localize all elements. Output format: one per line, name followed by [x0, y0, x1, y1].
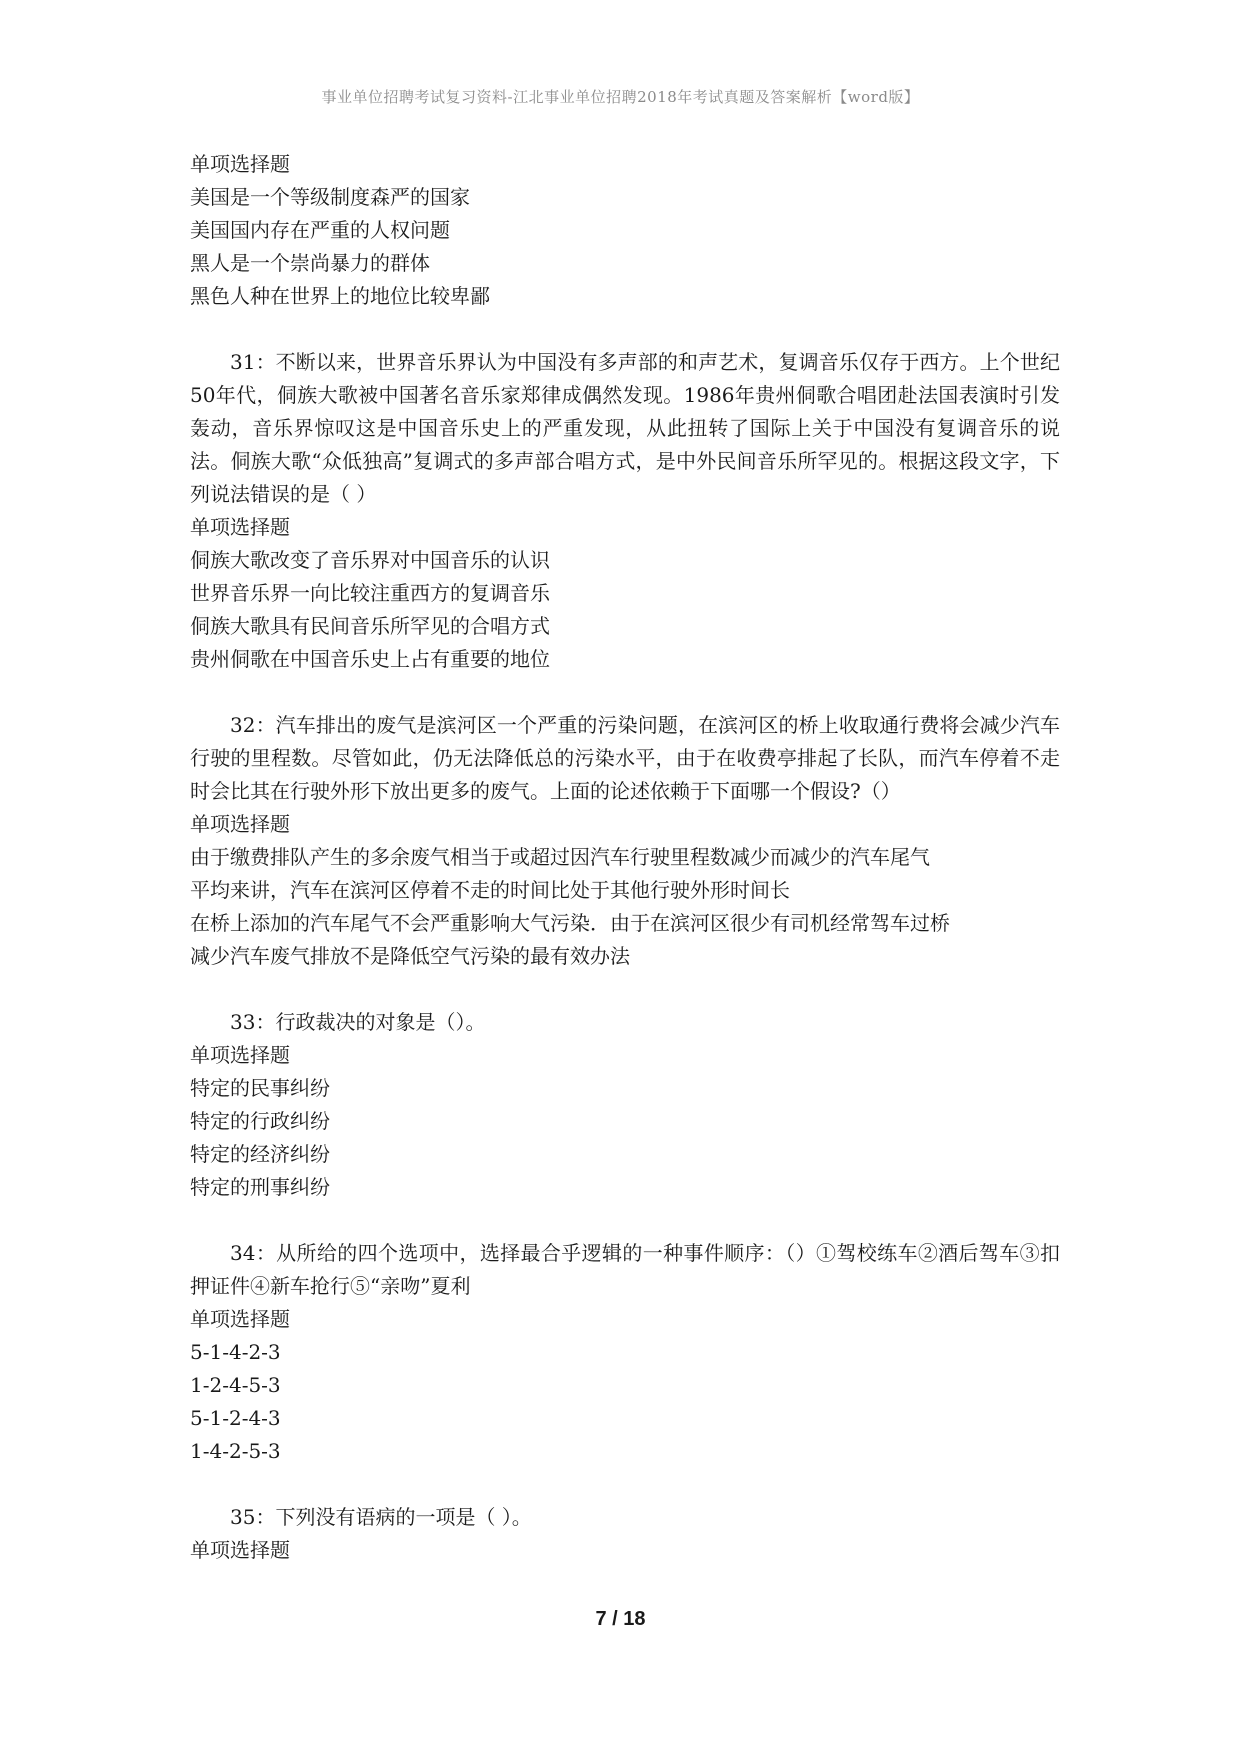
option: 特定的民事纠纷: [190, 1076, 330, 1100]
question-33-text: 33：行政裁决的对象是（）。: [230, 1010, 486, 1034]
question-34-text: 34：从所给的四个选项中，选择最合乎逻辑的一种事件顺序：（）①驾校练车②酒后驾车③扣押证件④新车抢行⑤“亲吻”夏利: [190, 1241, 1060, 1298]
question-32-text: 32：汽车排出的废气是滨河区一个严重的污染问题，在滨河区的桥上收取通行费将会减少汽车行驶的里程数。尽管如此，仍无法降低总的污染水平，由于在收费亭排起了长队，而汽车停着不走时会比其在行驶外形下放出更多的废气。上面的论述依赖于下面哪一个假设?（）: [190, 713, 1060, 803]
option: 美国是一个等级制度森严的国家: [190, 185, 470, 209]
option: 平均来讲，汽车在滨河区停着不走的时间比处于其他行驶外形时间长: [190, 878, 790, 902]
option: 黑色人种在世界上的地位比较卑鄙: [190, 284, 490, 308]
option: 侗族大歌改变了音乐界对中国音乐的认识: [190, 548, 550, 572]
option: 由于缴费排队产生的多余废气相当于或超过因汽车行驶里程数减少而减少的汽车尾气: [190, 845, 930, 869]
question-type: 单项选择题: [190, 152, 290, 176]
page-content: [190, 148, 1060, 1567]
question-31-text: 31：不断以来，世界音乐界认为中国没有多声部的和声艺术，复调音乐仅存于西方。上个世纪50年代，侗族大歌被中国著名音乐家郑律成偶然发现。1986年贵州侗歌合唱团赴法国表演时引发轰动，音乐界惊叹这是中国音乐史上的严重发现，从此扭转了国际上关于中国没有复调音乐的说法。侗族大歌“众低独高”复调式的多声部合唱方式，是中外民间音乐所罕见的。根据这段文字，下列说法错误的是（ ）: [190, 350, 1060, 506]
option: 5-1-2-4-3: [190, 1406, 281, 1430]
option: 在桥上添加的汽车尾气不会严重影响大气污染．由于在滨河区很少有司机经常驾车过桥: [190, 911, 950, 935]
question-type: 单项选择题: [190, 1043, 290, 1067]
option: 侗族大歌具有民间音乐所罕见的合唱方式: [190, 614, 550, 638]
page-header: 事业单位招聘考试复习资料-江北事业单位招聘2018年考试真题及答案解析【word版】: [321, 88, 920, 106]
option: 1-2-4-5-3: [190, 1373, 281, 1397]
option: 5-1-4-2-3: [190, 1340, 281, 1364]
question-type: 单项选择题: [190, 1538, 290, 1562]
page-number: 7 / 18: [595, 1608, 646, 1630]
option: 特定的经济纠纷: [190, 1142, 330, 1166]
option: 特定的刑事纠纷: [190, 1175, 330, 1199]
option: 特定的行政纠纷: [190, 1109, 330, 1133]
option: 世界音乐界一向比较注重西方的复调音乐: [190, 581, 550, 605]
question-type: 单项选择题: [190, 1307, 290, 1331]
option: 黑人是一个崇尚暴力的群体: [190, 251, 430, 275]
question-type: 单项选择题: [190, 812, 290, 836]
option: 减少汽车废气排放不是降低空气污染的最有效办法: [190, 944, 630, 968]
question-type: 单项选择题: [190, 515, 290, 539]
option: 贵州侗歌在中国音乐史上占有重要的地位: [190, 647, 550, 671]
question-35-text: 35：下列没有语病的一项是（ ）。: [230, 1505, 532, 1529]
option: 1-4-2-5-3: [190, 1439, 281, 1463]
option: 美国国内存在严重的人权问题: [190, 218, 450, 242]
